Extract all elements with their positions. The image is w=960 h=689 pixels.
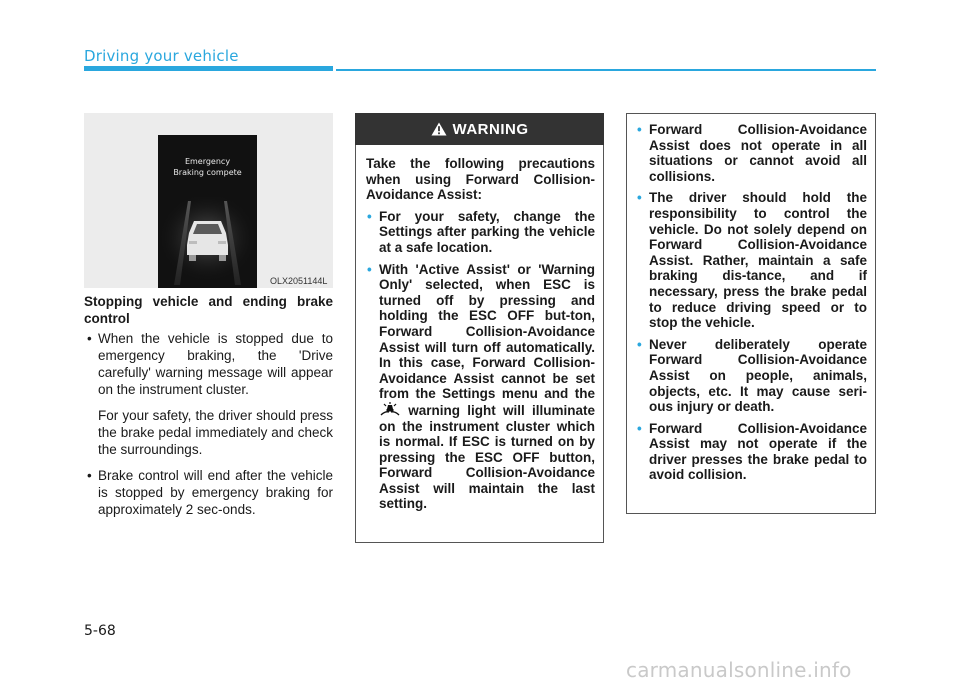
warning-header: [355, 113, 604, 145]
header-rule-thin: [336, 69, 876, 71]
list-item: • The driver should hold the responsibility to control the vehicle. Do not solely depend on Forward Collision-Avoidance Assist. Rather, maintain a safe braking dis-tance, and if necessary, press the brake pedal to reduce driving speed or to stop the vehicle.: [636, 190, 867, 330]
list-item: [366, 262, 595, 513]
left-column: [84, 293, 333, 527]
list-item: • Forward Collision-Avoidance Assist may not operate if the driver presses the brake pedal to avoid collision.: [636, 421, 867, 483]
continuation-body: [627, 114, 875, 483]
warning-list: [366, 209, 595, 512]
screen-text-line-1: Emergency: [184, 157, 231, 166]
list-item: [84, 467, 333, 518]
cluster-figure: [84, 113, 333, 288]
subheading: Stopping vehicle and ending brake control: [84, 294, 333, 326]
bullet-list: [84, 330, 333, 518]
list-item: • Forward Collision-Avoidance Assist does not operate in all situations or cannot avoid all collisions.: [636, 122, 867, 184]
header-rule-thick: [84, 66, 333, 71]
fca-warning-light-icon: [379, 402, 401, 417]
warning-triangle-icon: [431, 122, 447, 136]
screen-text-line-2: Braking compete: [173, 168, 242, 177]
warning-item-text: With 'Active Assist' or 'Warning Only' selected, when ESC is turned off by pressing and holding the ESC OFF but-ton, Forward Collision-Avoidance Assist will turn off automatically. In this case, Forward Collision-Avoidance Assist cannot be set from the Settings menu and the: [379, 261, 595, 402]
warning-box: [355, 113, 604, 543]
list-item: • For your safety, change the Settings after parking the vehicle at a safe location.: [366, 209, 595, 256]
figure-code: OLX2051144L: [270, 276, 328, 286]
warning-continuation-box: [626, 113, 876, 514]
warning-intro: Take the following precautions when using Forward Collision-Avoidance Assist:: [366, 156, 595, 203]
list-item: • Never deliberately operate Forward Collision-Avoidance Assist on people, animals, objects, etc. It may cause seri-ous injury or death.: [636, 337, 867, 415]
warning-title: WARNING: [452, 120, 529, 138]
car-rear-icon: [158, 197, 257, 287]
bullet-text: • Brake control will end after the vehicle is stopped by emergency braking for approximately 2 sec-onds.: [98, 468, 333, 517]
bullet-subtext: For your safety, the driver should press the brake pedal immediately and check the surroundings.: [98, 408, 333, 457]
warning-item-text-cont: warning light will illuminate on the instrument cluster which is normal. If ESC is turned on by pressing the ESC OFF button, Forward Collision-Avoidance Assist will maintain the last setting.: [379, 402, 595, 512]
page-number: 5-68: [84, 623, 116, 639]
warning-body: [356, 145, 603, 512]
watermark: carmanualsonline.info: [626, 658, 852, 682]
cluster-screen: [158, 135, 257, 288]
list-item: [84, 330, 333, 458]
bullet-text: • When the vehicle is stopped due to emergency braking, the 'Drive carefully' warning message will appear on the instrument cluster.: [98, 331, 333, 397]
continuation-list: [636, 122, 867, 483]
section-title: Driving your vehicle: [84, 47, 239, 65]
